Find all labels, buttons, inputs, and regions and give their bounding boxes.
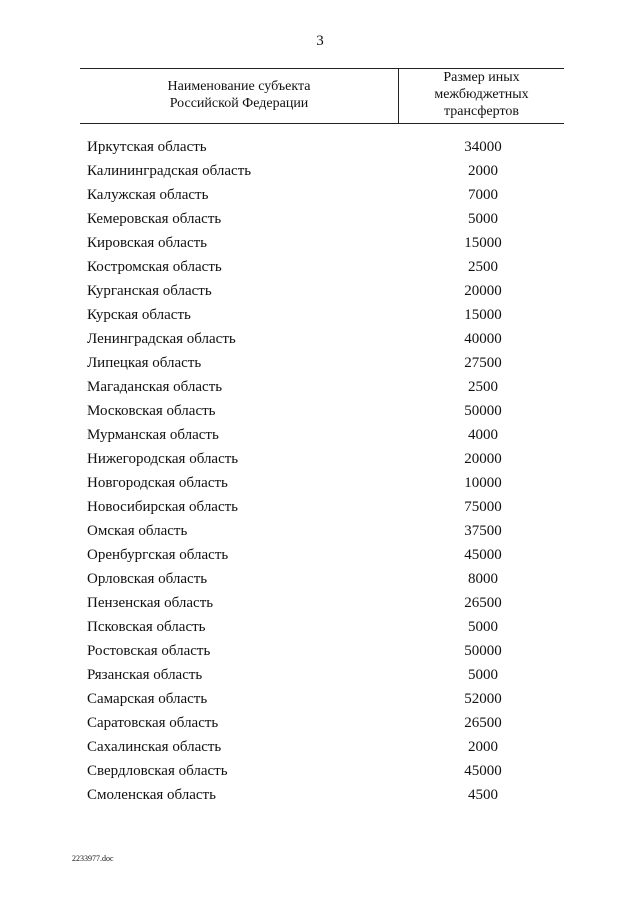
transfer-amount: 5000 <box>468 619 498 635</box>
table-row <box>0 761 640 785</box>
subject-name: Кировская область <box>87 235 208 251</box>
subject-name: Свердловская область <box>87 763 228 779</box>
table-row <box>0 233 640 257</box>
subject-name: Иркутская область <box>87 139 207 155</box>
subject-name: Оренбургская область <box>87 547 229 563</box>
column-header-subject-line1: Наименование субъекта <box>167 79 311 94</box>
subject-name: Костромская область <box>87 259 222 275</box>
table-row <box>0 569 640 593</box>
transfer-amount: 2500 <box>468 379 498 395</box>
subject-name: Курская область <box>87 307 191 323</box>
subject-name: Мурманская область <box>87 427 219 443</box>
transfer-amount: 26500 <box>464 595 502 611</box>
table-row <box>0 665 640 689</box>
column-header-amount-line3: трансфертов <box>443 104 520 119</box>
transfer-amount: 15000 <box>464 235 502 251</box>
transfer-amount: 7000 <box>468 187 498 203</box>
transfer-amount: 5000 <box>468 667 498 683</box>
table-row <box>0 737 640 761</box>
subject-name: Калужская область <box>87 187 209 203</box>
subject-name: Псковская область <box>87 619 206 635</box>
transfer-amount: 40000 <box>464 331 502 347</box>
table-row <box>0 209 640 233</box>
table-row <box>0 785 640 809</box>
column-header-subject <box>80 78 398 112</box>
subject-name: Московская область <box>87 403 216 419</box>
subject-name: Сахалинская область <box>87 739 222 755</box>
transfer-amount: 26500 <box>464 715 502 731</box>
table-row <box>0 521 640 545</box>
subject-name: Новгородская область <box>87 475 228 491</box>
transfer-amount: 20000 <box>464 283 502 299</box>
column-header-subject-line2: Российской Федерации <box>169 96 309 111</box>
subject-name: Кемеровская область <box>87 211 222 227</box>
table-row <box>0 593 640 617</box>
table-row <box>0 713 640 737</box>
subject-name: Орловская область <box>87 571 208 587</box>
subject-name: Калининградская область <box>87 163 252 179</box>
transfer-amount: 52000 <box>464 691 502 707</box>
transfer-amount: 2000 <box>468 163 498 179</box>
table-row <box>0 377 640 401</box>
table-row <box>0 449 640 473</box>
subject-name: Новосибирская область <box>87 499 239 515</box>
transfer-amount: 45000 <box>464 763 502 779</box>
table-row <box>0 497 640 521</box>
table-row <box>0 545 640 569</box>
subject-name: Магаданская область <box>87 379 223 395</box>
subject-name: Смоленская область <box>87 787 216 803</box>
page-number: 3 <box>316 33 324 49</box>
table-row <box>0 281 640 305</box>
subject-name: Рязанская область <box>87 667 203 683</box>
transfer-amount: 50000 <box>464 403 502 419</box>
transfer-amount: 34000 <box>464 139 502 155</box>
column-header-amount <box>399 69 564 120</box>
subject-name: Ростовская область <box>87 643 211 659</box>
subject-name: Липецкая область <box>87 355 202 371</box>
table-row <box>0 425 640 449</box>
transfer-amount: 20000 <box>464 451 502 467</box>
transfer-amount: 5000 <box>468 211 498 227</box>
subject-name: Ленинградская область <box>87 331 236 347</box>
table-row <box>0 257 640 281</box>
table-body <box>0 137 640 809</box>
table-row <box>0 329 640 353</box>
table-row <box>0 401 640 425</box>
table-row <box>0 473 640 497</box>
transfer-amount: 45000 <box>464 547 502 563</box>
transfer-amount: 2500 <box>468 259 498 275</box>
subject-name: Нижегородская область <box>87 451 239 467</box>
table-row <box>0 185 640 209</box>
column-header-amount-line1: Размер иных <box>443 70 520 85</box>
transfer-amount: 27500 <box>464 355 502 371</box>
subject-name: Омская область <box>87 523 188 539</box>
subject-name: Пензенская область <box>87 595 214 611</box>
transfer-amount: 75000 <box>464 499 502 515</box>
table-row <box>0 305 640 329</box>
transfer-amount: 15000 <box>464 307 502 323</box>
table-row <box>0 137 640 161</box>
transfer-amount: 37500 <box>464 523 502 539</box>
subject-name: Самарская область <box>87 691 208 707</box>
document-id: 2233977.doc <box>72 854 114 863</box>
transfer-amount: 4500 <box>468 787 498 803</box>
column-header-amount-line2: межбюджетных <box>434 87 529 102</box>
table-row <box>0 641 640 665</box>
transfer-amount: 4000 <box>468 427 498 443</box>
table-row <box>0 353 640 377</box>
transfer-amount: 8000 <box>468 571 498 587</box>
subject-name: Курганская область <box>87 283 212 299</box>
table-row <box>0 161 640 185</box>
transfer-amount: 2000 <box>468 739 498 755</box>
transfer-amount: 50000 <box>464 643 502 659</box>
table-row <box>0 689 640 713</box>
transfer-amount: 10000 <box>464 475 502 491</box>
table-header <box>80 68 564 124</box>
subject-name: Саратовская область <box>87 715 219 731</box>
table-row <box>0 617 640 641</box>
